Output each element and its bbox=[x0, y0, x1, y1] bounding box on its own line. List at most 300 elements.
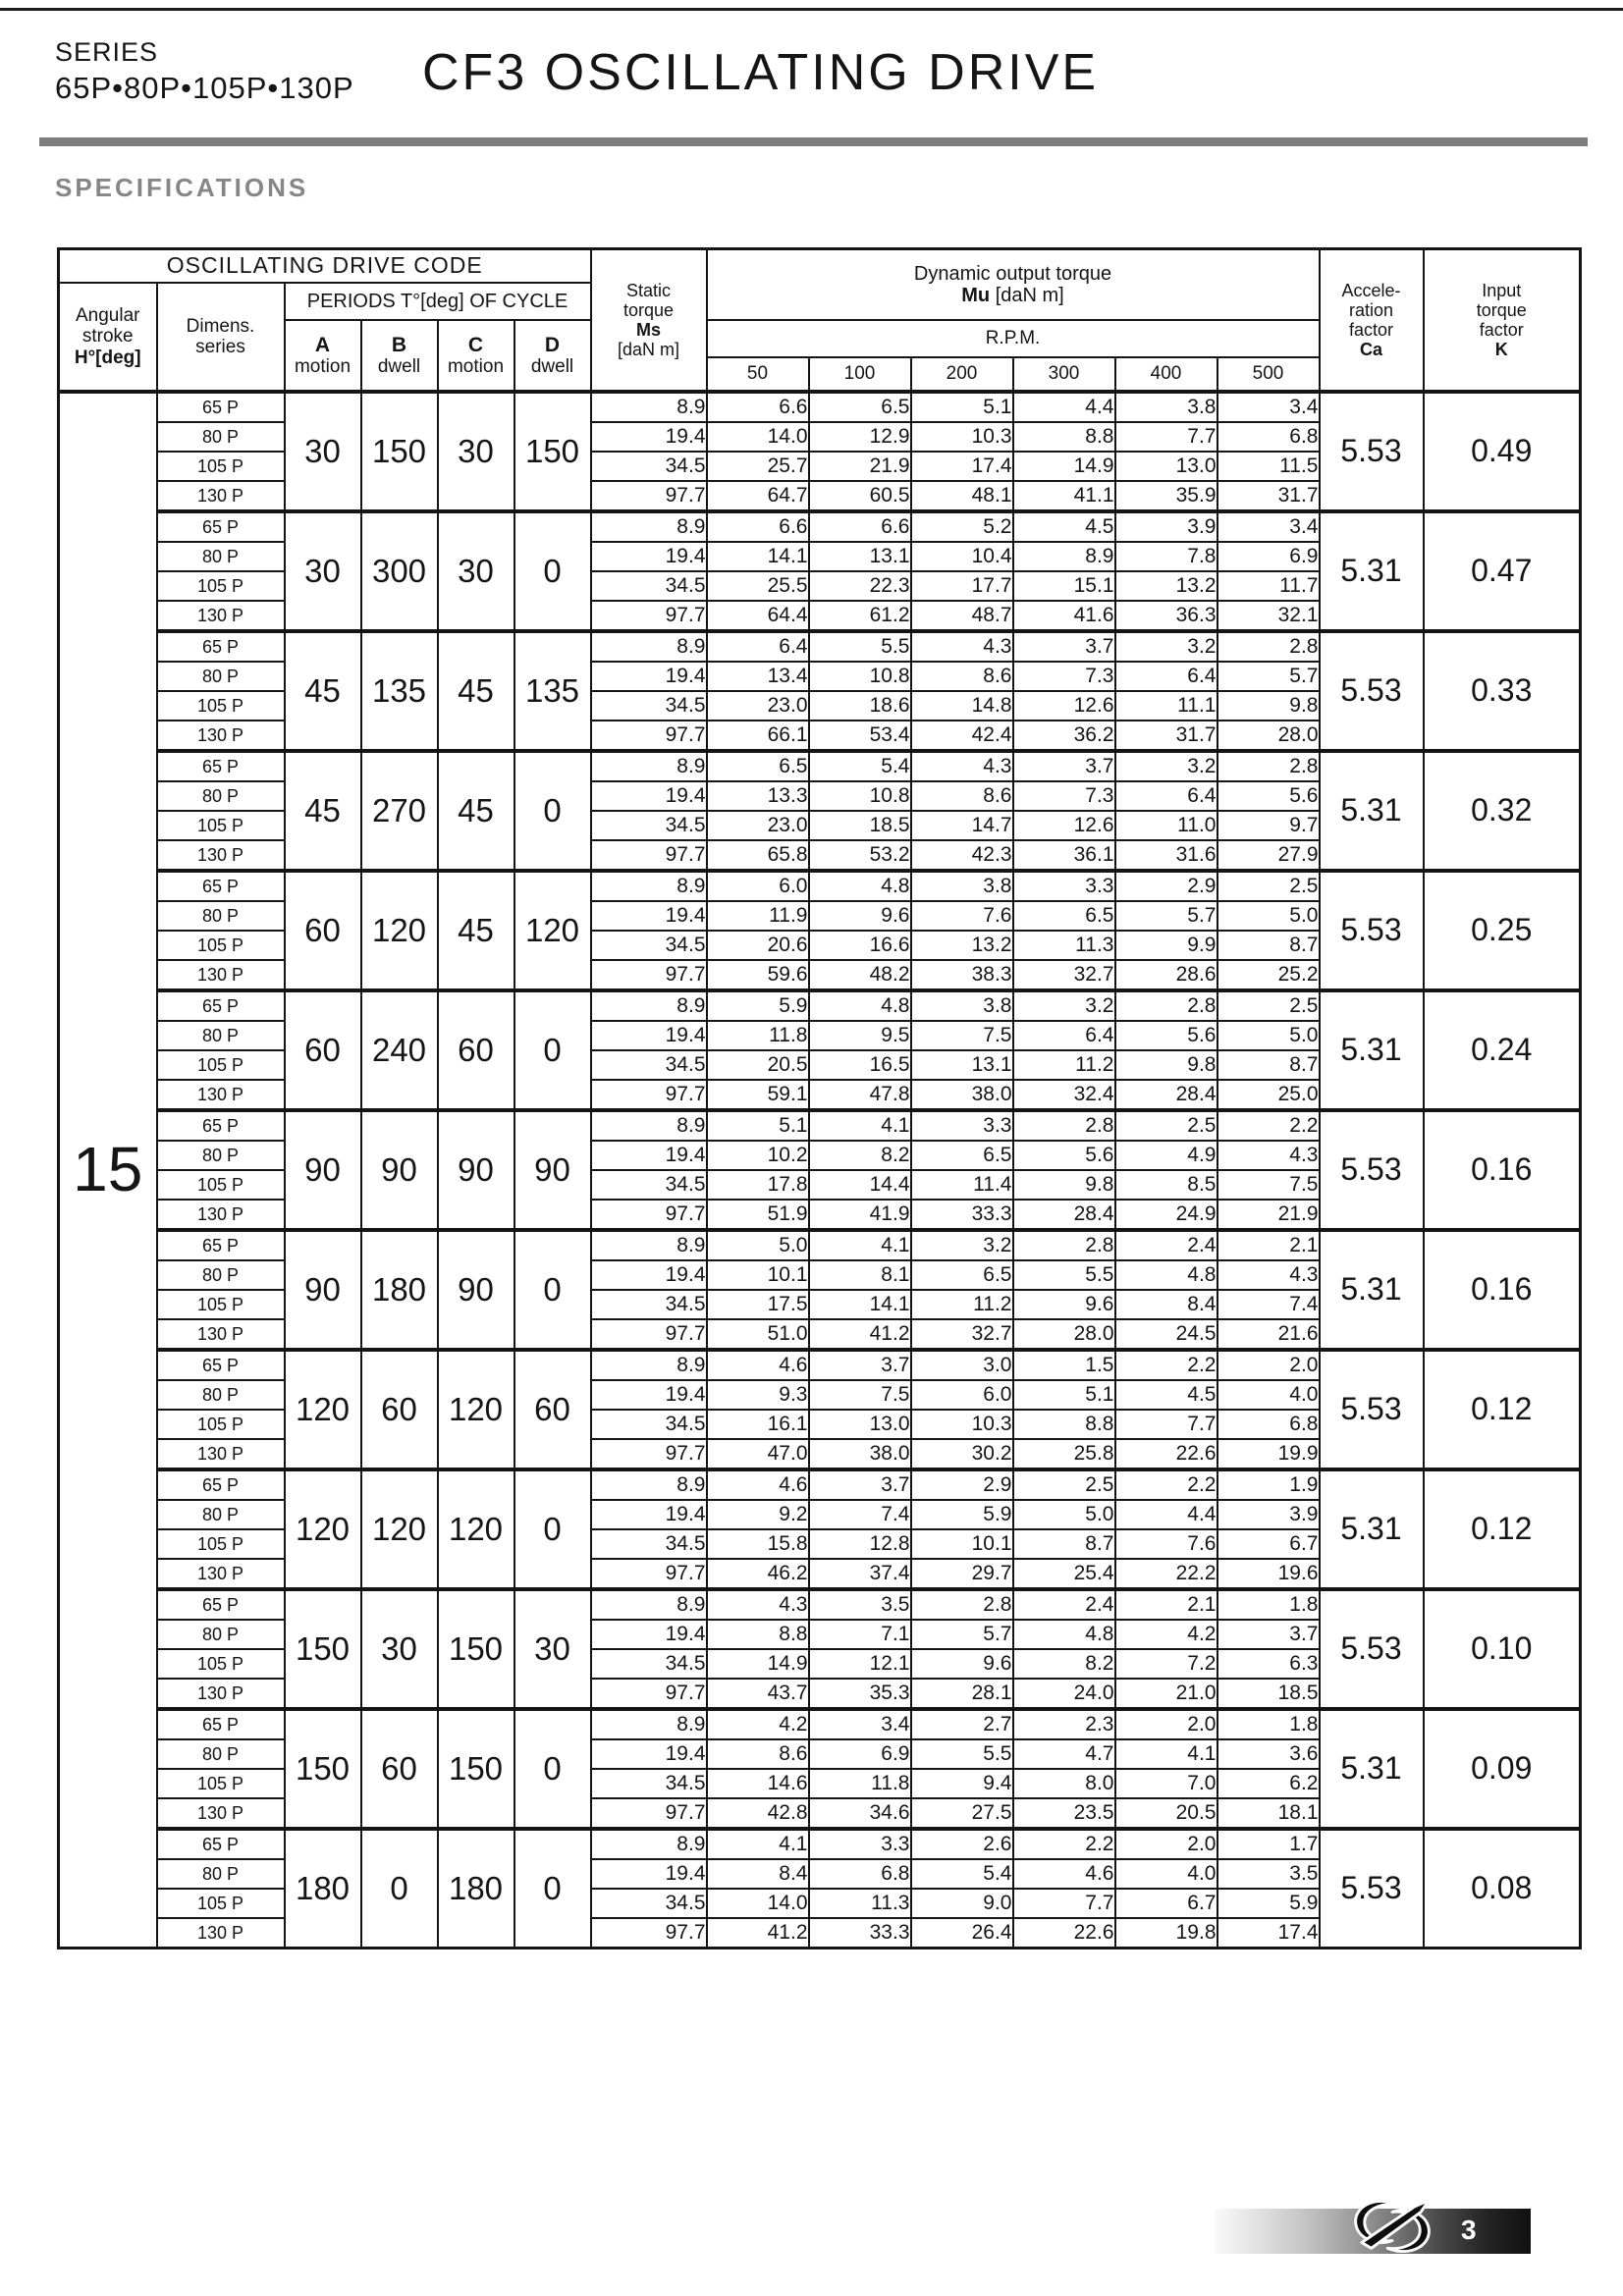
torque-value-cell: 3.5 bbox=[809, 1589, 911, 1620]
input-torque-factor-cell: 0.08 bbox=[1424, 1829, 1581, 1949]
period-col-type: dwell bbox=[530, 356, 574, 378]
torque-value-cell: 41.6 bbox=[1013, 601, 1115, 631]
dimens-series-cell: 65 P bbox=[157, 990, 285, 1021]
period-value-cell: 30 bbox=[438, 511, 514, 631]
torque-value-cell: 5.1 bbox=[911, 392, 1013, 422]
torque-value-cell: 16.5 bbox=[809, 1050, 911, 1080]
torque-value-cell: 21.9 bbox=[1217, 1200, 1320, 1230]
torque-value-cell: 22.6 bbox=[1115, 1439, 1217, 1469]
torque-value-cell: 11.2 bbox=[911, 1290, 1013, 1319]
series-models: 65P•80P•105P•130P bbox=[55, 71, 354, 105]
table-row bbox=[59, 1469, 1581, 1500]
torque-value-cell: 34.5 bbox=[591, 1649, 707, 1679]
table-row bbox=[59, 1230, 1581, 1260]
period-value-cell: 120 bbox=[361, 1469, 438, 1589]
torque-value-cell: 21.9 bbox=[809, 452, 911, 481]
input-torque-factor-cell: 0.10 bbox=[1424, 1589, 1581, 1709]
torque-value-cell: 5.1 bbox=[707, 1110, 809, 1141]
period-value-cell: 90 bbox=[438, 1110, 514, 1230]
torque-value-cell: 33.3 bbox=[911, 1200, 1013, 1230]
torque-value-cell: 34.5 bbox=[591, 452, 707, 481]
torque-value-cell: 64.7 bbox=[707, 481, 809, 511]
torque-value-cell: 41.9 bbox=[809, 1200, 911, 1230]
torque-value-cell: 2.9 bbox=[911, 1469, 1013, 1500]
torque-value-cell: 2.8 bbox=[1013, 1110, 1115, 1141]
static-torque-unit: [daN m] bbox=[617, 340, 680, 360]
table-row bbox=[59, 1589, 1581, 1620]
period-value-cell: 270 bbox=[361, 751, 438, 871]
torque-value-cell: 5.1 bbox=[1013, 1380, 1115, 1410]
torque-value-cell: 11.5 bbox=[1217, 452, 1320, 481]
torque-value-cell: 13.4 bbox=[707, 662, 809, 691]
torque-value-cell: 4.6 bbox=[1013, 1859, 1115, 1889]
torque-value-cell: 97.7 bbox=[591, 1798, 707, 1829]
torque-value-cell: 11.1 bbox=[1115, 691, 1217, 721]
dynamic-torque-unit: [daN m] bbox=[995, 285, 1064, 306]
rpm-value-header: 400 bbox=[1115, 357, 1217, 392]
torque-value-cell: 23.5 bbox=[1013, 1798, 1115, 1829]
torque-value-cell: 3.7 bbox=[809, 1469, 911, 1500]
torque-value-cell: 64.4 bbox=[707, 601, 809, 631]
period-value-cell: 120 bbox=[438, 1350, 514, 1469]
header-rule bbox=[39, 137, 1588, 146]
dimens-series-cell: 80 P bbox=[157, 901, 285, 931]
torque-value-cell: 19.9 bbox=[1217, 1439, 1320, 1469]
torque-value-cell: 12.6 bbox=[1013, 691, 1115, 721]
torque-value-cell: 6.5 bbox=[707, 751, 809, 781]
dimens-series-cell: 130 P bbox=[157, 721, 285, 751]
torque-value-cell: 2.5 bbox=[1115, 1110, 1217, 1141]
acceleration-factor-cell: 5.31 bbox=[1320, 1709, 1424, 1829]
torque-value-cell: 4.7 bbox=[1013, 1739, 1115, 1769]
torque-value-cell: 17.5 bbox=[707, 1290, 809, 1319]
input-torque-line: factor bbox=[1479, 320, 1524, 340]
torque-value-cell: 22.2 bbox=[1115, 1559, 1217, 1589]
torque-value-cell: 36.1 bbox=[1013, 840, 1115, 871]
dimens-series-cell: 130 P bbox=[157, 960, 285, 990]
dynamic-torque-header bbox=[707, 249, 1320, 321]
torque-value-cell: 14.7 bbox=[911, 811, 1013, 840]
torque-value-cell: 3.2 bbox=[911, 1230, 1013, 1260]
torque-value-cell: 5.5 bbox=[1013, 1260, 1115, 1290]
torque-value-cell: 2.5 bbox=[1217, 871, 1320, 901]
spec-table bbox=[57, 247, 1582, 1949]
torque-value-cell: 14.0 bbox=[707, 1889, 809, 1918]
torque-value-cell: 2.5 bbox=[1217, 990, 1320, 1021]
torque-value-cell: 5.4 bbox=[809, 751, 911, 781]
period-value-cell: 150 bbox=[438, 1589, 514, 1709]
torque-value-cell: 4.6 bbox=[707, 1350, 809, 1380]
period-value-cell: 240 bbox=[361, 990, 438, 1110]
torque-value-cell: 97.7 bbox=[591, 1679, 707, 1709]
period-col-letter: A bbox=[314, 333, 331, 356]
torque-value-cell: 27.9 bbox=[1217, 840, 1320, 871]
section-title: SPECIFICATIONS bbox=[55, 173, 309, 202]
dimens-series-cell: 80 P bbox=[157, 1739, 285, 1769]
acceleration-factor-cell: 5.53 bbox=[1320, 1110, 1424, 1230]
torque-value-cell: 43.7 bbox=[707, 1679, 809, 1709]
torque-value-cell: 25.8 bbox=[1013, 1439, 1115, 1469]
static-torque-line: torque bbox=[622, 299, 675, 320]
period-col-c-header bbox=[438, 320, 514, 392]
torque-value-cell: 6.9 bbox=[809, 1739, 911, 1769]
torque-value-cell: 2.2 bbox=[1013, 1829, 1115, 1859]
input-torque-factor-header bbox=[1424, 249, 1581, 393]
torque-value-cell: 5.9 bbox=[707, 990, 809, 1021]
torque-value-cell: 30.2 bbox=[911, 1439, 1013, 1469]
torque-value-cell: 97.7 bbox=[591, 1918, 707, 1949]
torque-value-cell: 34.5 bbox=[591, 1769, 707, 1798]
angular-stroke-value: 15 bbox=[59, 392, 157, 1949]
torque-value-cell: 13.0 bbox=[809, 1410, 911, 1439]
dimens-series-header bbox=[157, 283, 285, 392]
input-torque-symbol: K bbox=[1494, 340, 1508, 360]
period-value-cell: 30 bbox=[285, 392, 361, 511]
torque-value-cell: 14.6 bbox=[707, 1769, 809, 1798]
torque-value-cell: 66.1 bbox=[707, 721, 809, 751]
dimens-series-cell: 130 P bbox=[157, 1319, 285, 1350]
torque-value-cell: 13.0 bbox=[1115, 452, 1217, 481]
torque-value-cell: 5.0 bbox=[707, 1230, 809, 1260]
dimens-series-cell: 80 P bbox=[157, 1260, 285, 1290]
acceleration-factor-cell: 5.31 bbox=[1320, 1469, 1424, 1589]
torque-value-cell: 17.4 bbox=[1217, 1918, 1320, 1949]
torque-value-cell: 13.2 bbox=[911, 931, 1013, 960]
table-row bbox=[59, 1829, 1581, 1859]
period-value-cell: 60 bbox=[361, 1350, 438, 1469]
acceleration-line: ration bbox=[1348, 299, 1394, 320]
torque-value-cell: 11.4 bbox=[911, 1170, 1013, 1200]
acceleration-factor-cell: 5.31 bbox=[1320, 511, 1424, 631]
torque-value-cell: 7.7 bbox=[1115, 1410, 1217, 1439]
acceleration-factor-cell: 5.53 bbox=[1320, 1589, 1424, 1709]
torque-value-cell: 4.1 bbox=[707, 1829, 809, 1859]
torque-value-cell: 13.1 bbox=[809, 542, 911, 571]
torque-value-cell: 3.9 bbox=[1217, 1500, 1320, 1529]
torque-value-cell: 3.2 bbox=[1013, 990, 1115, 1021]
torque-value-cell: 97.7 bbox=[591, 1559, 707, 1589]
torque-value-cell: 5.7 bbox=[911, 1620, 1013, 1649]
torque-value-cell: 26.4 bbox=[911, 1918, 1013, 1949]
torque-value-cell: 9.6 bbox=[911, 1649, 1013, 1679]
torque-value-cell: 1.8 bbox=[1217, 1589, 1320, 1620]
dimens-series-cell: 130 P bbox=[157, 1918, 285, 1949]
torque-value-cell: 7.8 bbox=[1115, 542, 1217, 571]
torque-value-cell: 7.6 bbox=[911, 901, 1013, 931]
input-torque-factor-cell: 0.16 bbox=[1424, 1230, 1581, 1350]
period-value-cell: 150 bbox=[285, 1709, 361, 1829]
torque-value-cell: 9.5 bbox=[809, 1021, 911, 1050]
torque-value-cell: 1.5 bbox=[1013, 1350, 1115, 1380]
acceleration-factor-cell: 5.31 bbox=[1320, 751, 1424, 871]
torque-value-cell: 3.9 bbox=[1115, 511, 1217, 542]
period-value-cell: 60 bbox=[514, 1350, 591, 1469]
torque-value-cell: 7.6 bbox=[1115, 1529, 1217, 1559]
period-value-cell: 120 bbox=[285, 1469, 361, 1589]
dynamic-torque-line: Dynamic output torque bbox=[913, 262, 1112, 285]
torque-value-cell: 31.7 bbox=[1217, 481, 1320, 511]
torque-value-cell: 8.9 bbox=[591, 1589, 707, 1620]
torque-value-cell: 2.8 bbox=[1217, 631, 1320, 662]
drive-code-header: OSCILLATING DRIVE CODE bbox=[59, 249, 591, 284]
torque-value-cell: 12.8 bbox=[809, 1529, 911, 1559]
input-torque-factor-cell: 0.09 bbox=[1424, 1709, 1581, 1829]
torque-value-cell: 8.8 bbox=[707, 1620, 809, 1649]
torque-value-cell: 48.2 bbox=[809, 960, 911, 990]
torque-value-cell: 4.1 bbox=[1115, 1739, 1217, 1769]
torque-value-cell: 5.6 bbox=[1013, 1141, 1115, 1170]
torque-value-cell: 34.5 bbox=[591, 1170, 707, 1200]
torque-value-cell: 5.5 bbox=[809, 631, 911, 662]
torque-value-cell: 5.4 bbox=[911, 1859, 1013, 1889]
torque-value-cell: 14.9 bbox=[1013, 452, 1115, 481]
angular-stroke-header bbox=[59, 283, 157, 392]
torque-value-cell: 11.9 bbox=[707, 901, 809, 931]
torque-value-cell: 19.4 bbox=[591, 662, 707, 691]
torque-value-cell: 8.6 bbox=[707, 1739, 809, 1769]
torque-value-cell: 17.8 bbox=[707, 1170, 809, 1200]
torque-value-cell: 19.4 bbox=[591, 542, 707, 571]
period-col-d-header bbox=[514, 320, 591, 392]
torque-value-cell: 34.5 bbox=[591, 811, 707, 840]
dimens-series-cell: 65 P bbox=[157, 1829, 285, 1859]
torque-value-cell: 4.8 bbox=[809, 871, 911, 901]
torque-value-cell: 4.3 bbox=[911, 631, 1013, 662]
torque-value-cell: 8.6 bbox=[911, 781, 1013, 811]
torque-value-cell: 6.5 bbox=[911, 1260, 1013, 1290]
period-value-cell: 300 bbox=[361, 511, 438, 631]
torque-value-cell: 41.2 bbox=[707, 1918, 809, 1949]
brand-logo-icon bbox=[1343, 2193, 1441, 2260]
dimens-series-cell: 130 P bbox=[157, 481, 285, 511]
torque-value-cell: 5.9 bbox=[1217, 1889, 1320, 1918]
dimens-series-cell: 80 P bbox=[157, 1620, 285, 1649]
period-value-cell: 135 bbox=[361, 631, 438, 751]
torque-value-cell: 34.5 bbox=[591, 571, 707, 601]
torque-value-cell: 47.0 bbox=[707, 1439, 809, 1469]
torque-value-cell: 7.4 bbox=[1217, 1290, 1320, 1319]
acceleration-factor-cell: 5.53 bbox=[1320, 631, 1424, 751]
input-torque-factor-cell: 0.25 bbox=[1424, 871, 1581, 990]
torque-value-cell: 97.7 bbox=[591, 1200, 707, 1230]
dimens-series-cell: 105 P bbox=[157, 1410, 285, 1439]
torque-value-cell: 5.2 bbox=[911, 511, 1013, 542]
input-torque-line: Input bbox=[1482, 280, 1522, 300]
torque-value-cell: 8.9 bbox=[591, 1469, 707, 1500]
torque-value-cell: 6.0 bbox=[911, 1380, 1013, 1410]
torque-value-cell: 7.0 bbox=[1115, 1769, 1217, 1798]
torque-value-cell: 9.0 bbox=[911, 1889, 1013, 1918]
torque-value-cell: 4.2 bbox=[1115, 1620, 1217, 1649]
torque-value-cell: 19.4 bbox=[591, 781, 707, 811]
torque-value-cell: 6.8 bbox=[1217, 1410, 1320, 1439]
dimens-series-cell: 105 P bbox=[157, 1889, 285, 1918]
torque-value-cell: 8.6 bbox=[911, 662, 1013, 691]
torque-value-cell: 53.4 bbox=[809, 721, 911, 751]
period-value-cell: 60 bbox=[285, 871, 361, 990]
torque-value-cell: 12.1 bbox=[809, 1649, 911, 1679]
dimens-series-cell: 65 P bbox=[157, 751, 285, 781]
dimens-series-cell: 80 P bbox=[157, 542, 285, 571]
input-torque-factor-cell: 0.47 bbox=[1424, 511, 1581, 631]
torque-value-cell: 8.9 bbox=[591, 990, 707, 1021]
torque-value-cell: 6.2 bbox=[1217, 1769, 1320, 1798]
top-rule bbox=[0, 8, 1623, 11]
torque-value-cell: 3.8 bbox=[911, 990, 1013, 1021]
torque-value-cell: 28.0 bbox=[1013, 1319, 1115, 1350]
table-row bbox=[59, 511, 1581, 542]
torque-value-cell: 9.7 bbox=[1217, 811, 1320, 840]
torque-value-cell: 5.6 bbox=[1217, 781, 1320, 811]
period-value-cell: 180 bbox=[285, 1829, 361, 1949]
table-row bbox=[59, 751, 1581, 781]
torque-value-cell: 51.9 bbox=[707, 1200, 809, 1230]
torque-value-cell: 51.0 bbox=[707, 1319, 809, 1350]
table-row bbox=[59, 1350, 1581, 1380]
torque-value-cell: 24.0 bbox=[1013, 1679, 1115, 1709]
period-value-cell: 120 bbox=[361, 871, 438, 990]
torque-value-cell: 47.8 bbox=[809, 1080, 911, 1110]
torque-value-cell: 27.5 bbox=[911, 1798, 1013, 1829]
series-label: SERIES bbox=[55, 37, 159, 67]
period-value-cell: 30 bbox=[361, 1589, 438, 1709]
torque-value-cell: 4.4 bbox=[1115, 1500, 1217, 1529]
torque-value-cell: 3.4 bbox=[1217, 511, 1320, 542]
torque-value-cell: 9.8 bbox=[1115, 1050, 1217, 1080]
period-value-cell: 60 bbox=[285, 990, 361, 1110]
torque-value-cell: 8.9 bbox=[591, 511, 707, 542]
acceleration-factor-cell: 5.53 bbox=[1320, 871, 1424, 990]
torque-value-cell: 8.9 bbox=[591, 631, 707, 662]
torque-value-cell: 3.7 bbox=[809, 1350, 911, 1380]
torque-value-cell: 2.8 bbox=[1217, 751, 1320, 781]
torque-value-cell: 22.6 bbox=[1013, 1918, 1115, 1949]
torque-value-cell: 16.6 bbox=[809, 931, 911, 960]
torque-value-cell: 10.8 bbox=[809, 781, 911, 811]
dimens-series-cell: 65 P bbox=[157, 871, 285, 901]
torque-value-cell: 3.8 bbox=[911, 871, 1013, 901]
torque-value-cell: 8.9 bbox=[591, 1230, 707, 1260]
torque-value-cell: 32.7 bbox=[911, 1319, 1013, 1350]
torque-value-cell: 6.4 bbox=[707, 631, 809, 662]
torque-value-cell: 9.6 bbox=[1013, 1290, 1115, 1319]
angular-stroke-symbol: H°[deg] bbox=[74, 347, 141, 368]
period-value-cell: 0 bbox=[514, 1230, 591, 1350]
torque-value-cell: 4.5 bbox=[1013, 511, 1115, 542]
torque-value-cell: 2.6 bbox=[911, 1829, 1013, 1859]
torque-value-cell: 6.8 bbox=[809, 1859, 911, 1889]
dimens-series-cell: 80 P bbox=[157, 1380, 285, 1410]
torque-value-cell: 35.3 bbox=[809, 1679, 911, 1709]
torque-value-cell: 19.4 bbox=[591, 1380, 707, 1410]
torque-value-cell: 48.7 bbox=[911, 601, 1013, 631]
torque-value-cell: 4.1 bbox=[809, 1230, 911, 1260]
rpm-value-header: 100 bbox=[809, 357, 911, 392]
dynamic-torque-symbol: Mu bbox=[961, 285, 991, 306]
period-value-cell: 180 bbox=[438, 1829, 514, 1949]
torque-value-cell: 10.4 bbox=[911, 542, 1013, 571]
acceleration-factor-cell: 5.53 bbox=[1320, 392, 1424, 511]
torque-value-cell: 11.0 bbox=[1115, 811, 1217, 840]
torque-value-cell: 17.4 bbox=[911, 452, 1013, 481]
dimens-series-cell: 80 P bbox=[157, 1859, 285, 1889]
torque-value-cell: 34.5 bbox=[591, 1050, 707, 1080]
torque-value-cell: 8.9 bbox=[591, 1829, 707, 1859]
torque-value-cell: 38.0 bbox=[911, 1080, 1013, 1110]
acceleration-symbol: Ca bbox=[1359, 340, 1382, 360]
period-value-cell: 0 bbox=[514, 1829, 591, 1949]
table-row bbox=[59, 392, 1581, 422]
period-col-letter: D bbox=[544, 333, 561, 356]
period-value-cell: 135 bbox=[514, 631, 591, 751]
torque-value-cell: 23.0 bbox=[707, 811, 809, 840]
torque-value-cell: 4.8 bbox=[809, 990, 911, 1021]
torque-value-cell: 10.3 bbox=[911, 1410, 1013, 1439]
period-col-letter: B bbox=[391, 333, 407, 356]
acceleration-line: Accele- bbox=[1341, 280, 1401, 300]
torque-value-cell: 9.4 bbox=[911, 1769, 1013, 1798]
torque-value-cell: 19.4 bbox=[591, 1021, 707, 1050]
dimens-series-cell: 105 P bbox=[157, 691, 285, 721]
torque-value-cell: 8.9 bbox=[591, 871, 707, 901]
dimens-series-cell: 105 P bbox=[157, 811, 285, 840]
torque-value-cell: 42.3 bbox=[911, 840, 1013, 871]
torque-value-cell: 4.3 bbox=[1217, 1260, 1320, 1290]
torque-value-cell: 2.7 bbox=[911, 1709, 1013, 1739]
torque-value-cell: 6.4 bbox=[1115, 662, 1217, 691]
torque-value-cell: 10.3 bbox=[911, 422, 1013, 452]
dimens-series-cell: 80 P bbox=[157, 1141, 285, 1170]
period-value-cell: 0 bbox=[514, 990, 591, 1110]
torque-value-cell: 8.9 bbox=[1013, 542, 1115, 571]
torque-value-cell: 28.0 bbox=[1217, 721, 1320, 751]
torque-value-cell: 12.9 bbox=[809, 422, 911, 452]
torque-value-cell: 6.8 bbox=[1217, 422, 1320, 452]
torque-value-cell: 6.4 bbox=[1115, 781, 1217, 811]
dimens-series-cell: 80 P bbox=[157, 662, 285, 691]
period-value-cell: 30 bbox=[285, 511, 361, 631]
rpm-value-header: 50 bbox=[707, 357, 809, 392]
torque-value-cell: 5.5 bbox=[911, 1739, 1013, 1769]
period-value-cell: 90 bbox=[438, 1230, 514, 1350]
period-value-cell: 0 bbox=[514, 1469, 591, 1589]
torque-value-cell: 24.9 bbox=[1115, 1200, 1217, 1230]
torque-value-cell: 4.2 bbox=[707, 1709, 809, 1739]
period-col-type: dwell bbox=[377, 356, 421, 378]
torque-value-cell: 28.4 bbox=[1115, 1080, 1217, 1110]
torque-value-cell: 8.7 bbox=[1217, 931, 1320, 960]
torque-value-cell: 3.3 bbox=[809, 1829, 911, 1859]
torque-value-cell: 4.1 bbox=[809, 1110, 911, 1141]
torque-value-cell: 97.7 bbox=[591, 481, 707, 511]
torque-value-cell: 97.7 bbox=[591, 721, 707, 751]
torque-value-cell: 25.5 bbox=[707, 571, 809, 601]
torque-value-cell: 34.5 bbox=[591, 1529, 707, 1559]
header-row-1 bbox=[59, 249, 1581, 284]
torque-value-cell: 53.2 bbox=[809, 840, 911, 871]
torque-value-cell: 19.4 bbox=[591, 901, 707, 931]
rpm-value-header: 500 bbox=[1217, 357, 1320, 392]
torque-value-cell: 2.9 bbox=[1115, 871, 1217, 901]
torque-value-cell: 97.7 bbox=[591, 601, 707, 631]
torque-value-cell: 8.4 bbox=[707, 1859, 809, 1889]
dimens-series-cell: 65 P bbox=[157, 1110, 285, 1141]
torque-value-cell: 59.6 bbox=[707, 960, 809, 990]
period-value-cell: 60 bbox=[438, 990, 514, 1110]
torque-value-cell: 37.4 bbox=[809, 1559, 911, 1589]
input-torque-factor-cell: 0.12 bbox=[1424, 1469, 1581, 1589]
table-row bbox=[59, 1110, 1581, 1141]
